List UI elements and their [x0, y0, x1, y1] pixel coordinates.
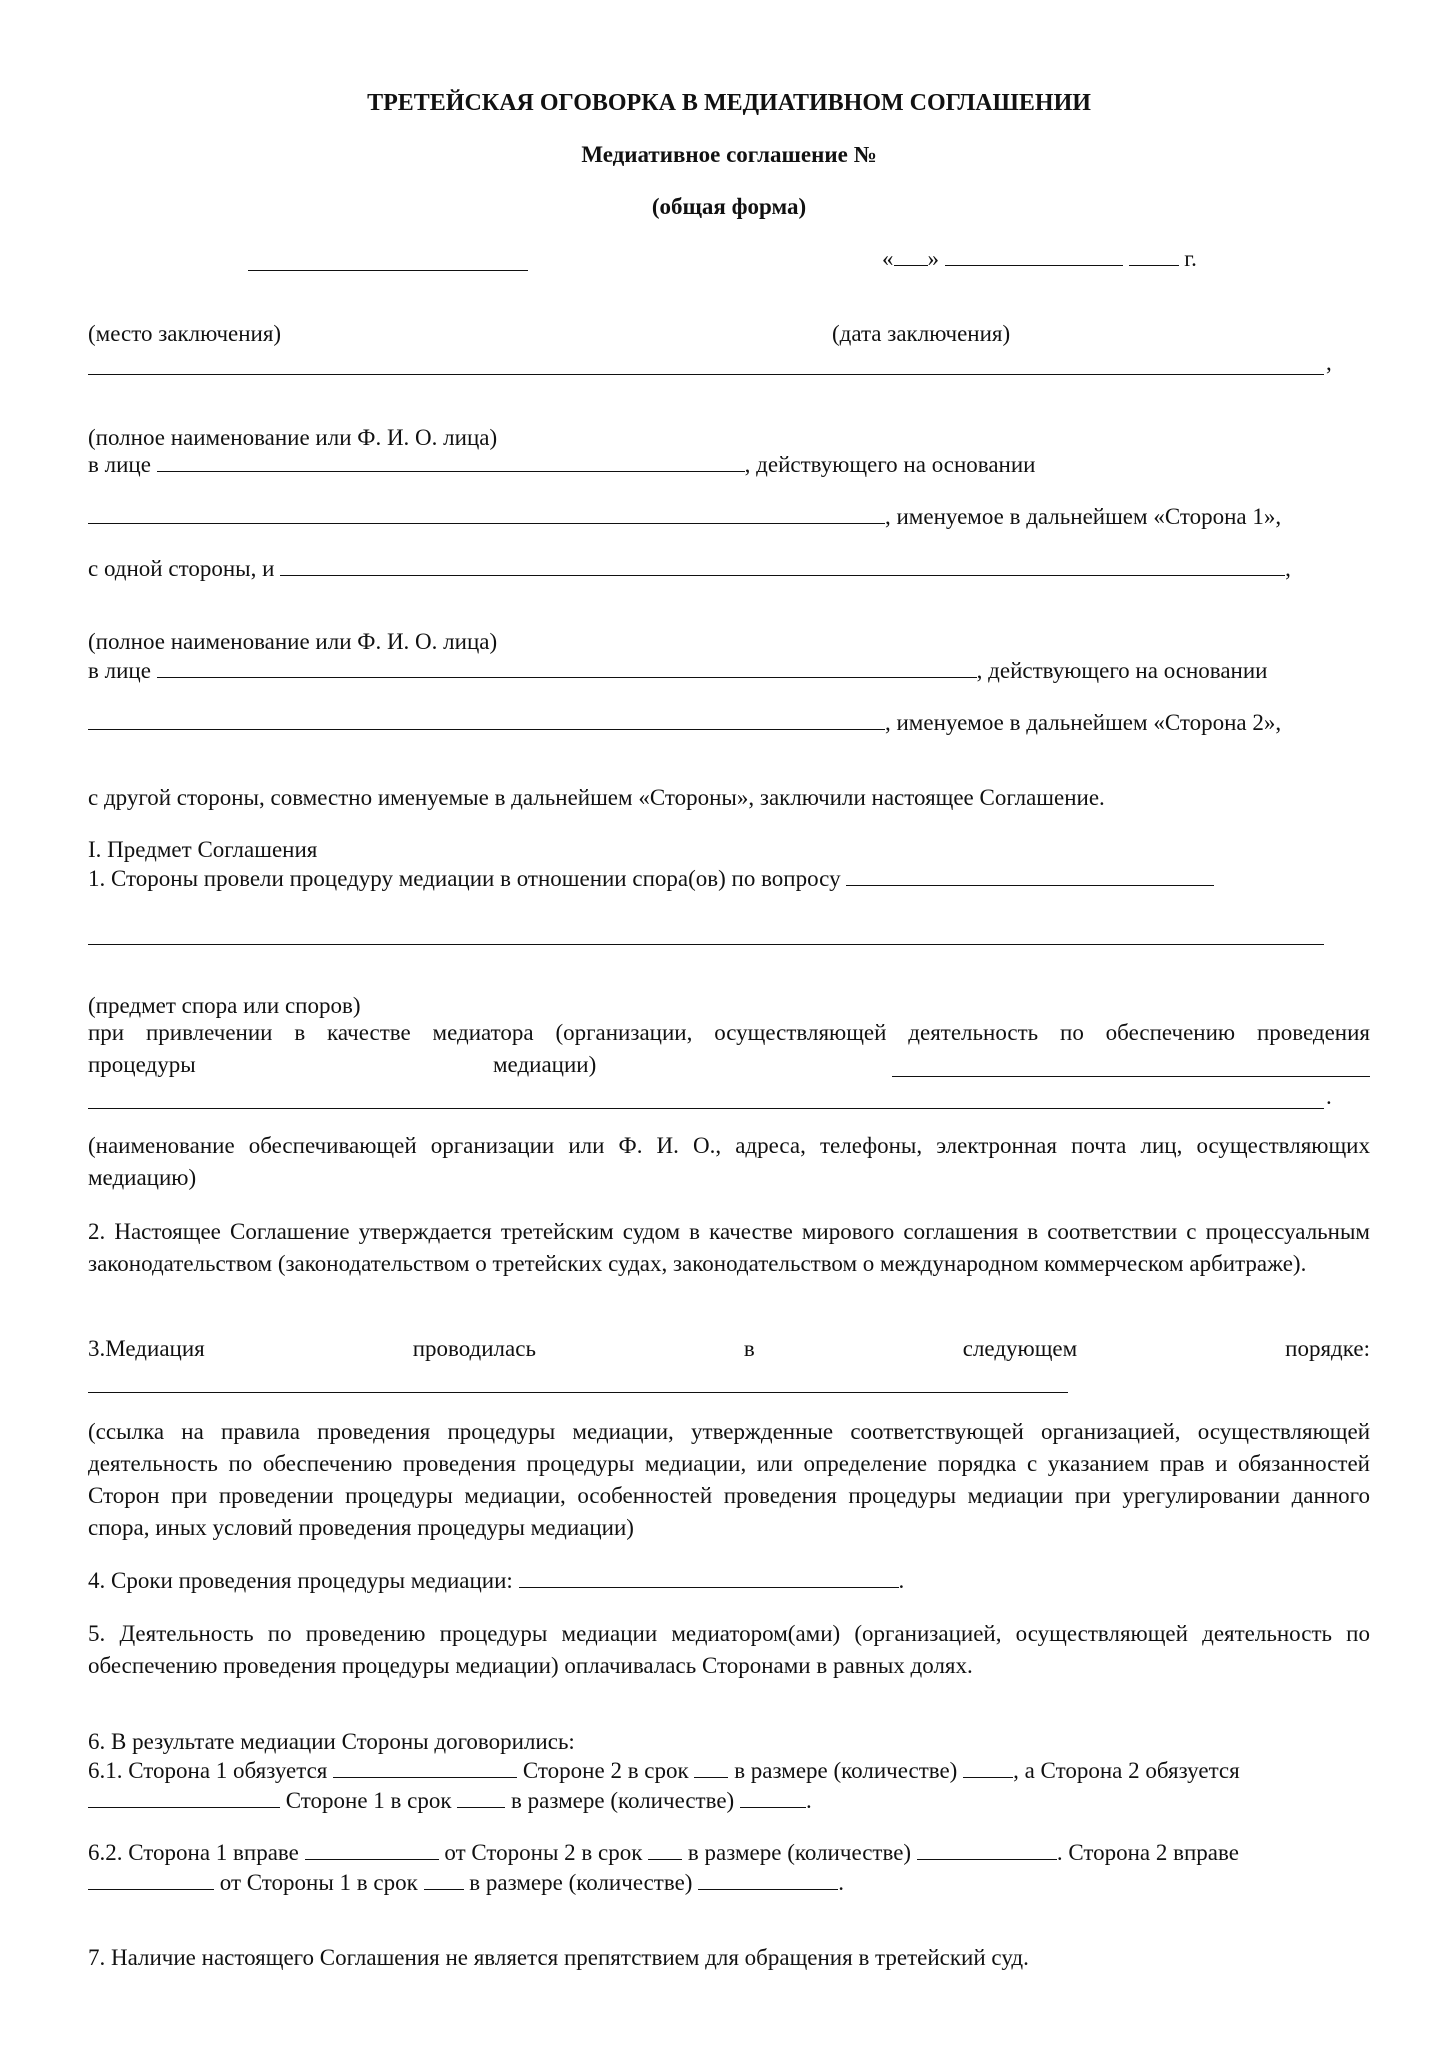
dispute-question-blank	[846, 865, 1214, 886]
form-type: (общая форма)	[651, 194, 807, 219]
mediator-blank-2	[88, 1108, 1324, 1109]
party1-representative-line: в лице , действующего на основании	[88, 452, 1036, 477]
org-caption: (наименование обеспечивающей организации или Ф. И. О., адреса, телефоны, электронная почта лиц, осуществляющих медиацию)	[88, 1133, 1370, 1190]
p61-obligation-blank	[333, 1757, 517, 1778]
party1-name-blank	[88, 374, 1324, 375]
p62-right-blank	[305, 1839, 439, 1860]
p62-amount2-blank	[698, 1869, 838, 1890]
party1-representative-blank	[157, 451, 745, 472]
place-caption: (место заключения)	[88, 321, 282, 346]
clause-6: 6. В результате медиации Стороны договорились:	[88, 1729, 575, 1754]
p61-amount2-blank	[740, 1787, 806, 1808]
party1-caption: (полное наименование или Ф. И. О. лица)	[88, 425, 498, 450]
clause-3-caption: (ссылка на правила проведения процедуры медиации, утвержденные соответствующей организацией, осуществляющей деятельность по обеспечению проведения процедуры медиации, или определение порядка с указанием прав и обязанностей Сторон при проведении процедуры медиации, особенностей проведения процедуры медиации при урегулировании данного спора, иных условий проведения процедуры медиации)	[88, 1419, 1370, 1540]
clause-6-2-line-2: от Стороны 1 в срок в размере (количестве) .	[88, 1868, 844, 1898]
party2-intro-line: с одной стороны, и ,	[88, 556, 1291, 581]
parties-statement: с другой стороны, совместно именуемые в дальнейшем «Стороны», заключили настоящее Соглашение.	[88, 785, 1105, 810]
party2-name-blank	[280, 555, 1285, 576]
p62-amount-blank	[917, 1839, 1057, 1860]
clause-6-1-line-2: Стороне 1 в срок в размере (количестве) .	[88, 1786, 812, 1816]
mediator-line-b2: медиации)	[493, 1052, 597, 1077]
place-blank	[248, 270, 528, 271]
subject-caption: (предмет спора или споров)	[88, 993, 361, 1018]
p61-term-blank	[694, 1757, 728, 1778]
party2-representative-line: в лице , действующего на основании	[88, 658, 1268, 683]
dispute-subject-blank	[88, 944, 1324, 945]
date-caption: (дата заключения)	[832, 321, 1011, 346]
month-blank	[945, 245, 1123, 266]
party2-basis-blank	[88, 709, 885, 730]
year-blank	[1129, 245, 1179, 266]
date-fields: « » г.	[882, 246, 1197, 271]
party2-caption: (полное наименование или Ф. И. О. лица)	[88, 629, 498, 654]
clause-3-line: 3.Медиация проводилась в следующем порядке:	[88, 1336, 1370, 1361]
clause-7: 7. Наличие настоящего Соглашения не является препятствием для обращения в третейский суд.	[88, 1945, 1029, 1970]
section-1-heading: I. Предмет Соглашения	[88, 837, 318, 862]
party2-representative-blank	[157, 657, 977, 678]
document-subtitle: Медиативное соглашение №	[581, 142, 877, 167]
day-blank	[894, 245, 928, 266]
clause-6-1-line-1: 6.1. Сторона 1 обязуется Стороне 2 в срок в размере (количестве) , а Сторона 2 обязуется	[88, 1758, 1240, 1783]
p62-right2-blank	[88, 1869, 214, 1890]
mediation-terms-blank	[519, 1567, 899, 1588]
party1-basis-line: , именуемое в дальнейшем «Сторона 1»,	[88, 502, 1281, 532]
clause-1-line: 1. Стороны провели процедуру медиации в отношении спора(ов) по вопросу	[88, 864, 1214, 894]
p61-obligation2-blank	[88, 1787, 280, 1808]
party1-basis-blank	[88, 503, 885, 524]
party2-basis-line: , именуемое в дальнейшем «Сторона 2»,	[88, 708, 1281, 738]
clause-4-line: 4. Сроки проведения процедуры медиации: .	[88, 1568, 905, 1593]
p62-term2-blank	[424, 1869, 464, 1890]
mediation-order-blank	[88, 1392, 1068, 1393]
mediator-blank-1	[892, 1076, 1370, 1077]
p61-term2-blank	[457, 1787, 505, 1808]
document-page: ТРЕТЕЙСКАЯ ОГОВОРКА В МЕДИАТИВНОМ СОГЛАШЕНИИ Медиативное соглашение № (общая форма) « » г. (место заключения) (дата заключения) , (полное наименование или Ф. И. О. лица) в лице , действующего на основании , именуемое в дальнейшем «Сторона 1», с одной стороны, и , (полное наименование или Ф. И. О. лица) в лице , действующего на основании , именуемое в дальнейшем «Сторона 2», с другой стороны, совместно именуемые в дальнейшем «Стороны», заключили настоящее Соглашение. I. Предмет Соглашения 1. Стороны провели процедуру медиации в отношении спора(ов) по вопросу (предмет спора или споров) при привлечении в качестве медиатора (организации, осуществляющей деятельность по обеспечению проведения процедуры медиации) . (наименование обеспечивающей организации или Ф. И. О., адреса, телефоны, электронная почта лиц, осуществляющих медиацию) 2. Настоящее Соглашение утверждается третейским судом в качестве мирового соглашения в соответствии с процессуальным законодательством (законодательством о третейских судах, законодательством о международном коммерческом арбитраже). 3.Медиация проводилась в следующем порядке: (ссылка на правила проведения процедуры медиации, утвержденные соответствующей организацией, осуществляющей деятельность по обеспечению проведения процедуры медиации, или определение порядка с указанием прав и обязанностей Сторон при проведении процедуры медиации, особенностей проведения процедуры медиации при урегулировании данного спора, иных условий проведения процедуры медиации) 4. Сроки проведения процедуры медиации: . 5. Деятельность по проведению процедуры медиации медиатором(ами) (организацией, осуществляющей деятельность по обеспечению проведения процедуры медиации) оплачивалась Сторонами в равных долях. 6. В результате медиации Стороны договорились: 6.1. Сторона 1 обязуется Стороне 2 в срок в размере (количестве) , а Сторона 2 обязуется Стороне 1 в срок в размере (количестве) . 6.2. Сторона 1 вправе от Стороны 2 в срок в размере (количестве) . Сторона 2 вправе от Стороны 1 в срок в размере (количестве) . 7. Наличие настоящего Соглашения не является препятствием для обращения в третейский суд.	[0, 0, 1448, 2048]
clause-2: 2. Настоящее Соглашение утверждается третейским судом в качестве мирового соглашения в соответствии с процессуальным законодательством (законодательством о третейских судах, законодательством о международном коммерческом арбитраже).	[88, 1219, 1370, 1276]
mediator-line-a: при привлечении в качестве медиатора (организации, осуществляющей деятельность по обеспечению проведения	[88, 1020, 1370, 1045]
mediator-line-b1: процедуры	[88, 1052, 196, 1077]
clause-5: 5. Деятельность по проведению процедуры медиации медиатором(ами) (организацией, осуществляющей деятельность по обеспечению проведения процедуры медиации) оплачивалась Сторонами в равных долях.	[88, 1621, 1370, 1678]
clause-6-2-line-1: 6.2. Сторона 1 вправе от Стороны 2 в срок в размере (количестве) . Сторона 2 вправе	[88, 1840, 1239, 1865]
document-title: ТРЕТЕЙСКАЯ ОГОВОРКА В МЕДИАТИВНОМ СОГЛАШЕНИИ	[367, 90, 1091, 116]
p62-term-blank	[648, 1839, 682, 1860]
p61-amount-blank	[963, 1757, 1013, 1778]
